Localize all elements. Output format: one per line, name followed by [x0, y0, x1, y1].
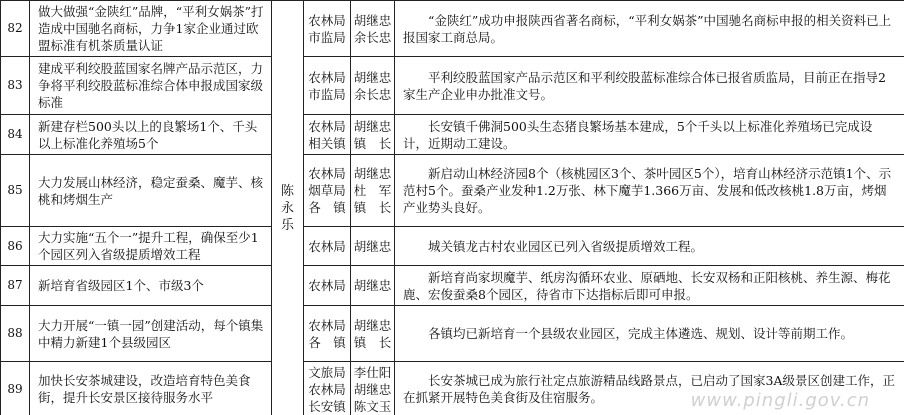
department-cell: [304, 306, 351, 362]
task-cell: 大力发展山林经济，稳定蚕桑、魔芋、核桃和烤烟生产: [30, 155, 272, 227]
progress-cell: 各镇均已新培育一个县级农业园区，完成主体遴选、规划、设计等前期工作。: [395, 306, 904, 362]
row-number: 88: [1, 306, 30, 362]
responsible-cell: [351, 306, 395, 362]
row-number: 83: [1, 57, 30, 115]
department-name: 农林局: [308, 317, 346, 333]
responsible-person: 余长忠: [353, 29, 392, 45]
department-cell: [304, 155, 351, 227]
table-row: [1, 115, 904, 155]
task-cell: 新建存栏500头以上的良繁场1个、千头以上标准化养殖场5个: [30, 115, 272, 155]
department-name: 相关镇: [308, 135, 346, 151]
department-name: 农林局: [308, 118, 346, 134]
department-name: 农林局: [308, 278, 346, 293]
row-number: 89: [1, 362, 30, 415]
department-name: 市监局: [308, 29, 346, 45]
responsible-person: 镇 长: [353, 200, 392, 215]
task-cell: 建成平利绞股蓝国家名牌产品示范区，力争将平利绞股蓝标准综合体申报成国家级标准: [30, 57, 272, 115]
department-name: 文旅局: [308, 364, 346, 380]
department-name: 农林局: [308, 238, 346, 254]
department-cell: [304, 1, 351, 57]
department-name: 各 镇: [308, 334, 346, 350]
responsible-cell: [351, 155, 395, 227]
progress-cell: “金陕红”成功申报陕西省著名商标，“平利女娲茶”中国驰名商标申报的相关资料已上报国家工商总局。: [395, 1, 904, 57]
responsible-person: 镇 长: [353, 334, 392, 350]
task-cell: 大力开展“一镇一园”创建活动，每个镇集中精力新建1个县级园区: [30, 306, 272, 362]
department-cell: [304, 57, 351, 115]
responsible-person: 胡继忠: [353, 381, 392, 397]
department-name: 农林局: [308, 12, 346, 28]
task-cell: 加快长安茶城建设，改造培育特色美食街，提升长安景区接待服务水平: [30, 362, 272, 415]
responsible-person: 李仕阳: [353, 364, 392, 380]
department-name: 各 镇: [308, 200, 346, 215]
responsible-cell: [351, 227, 395, 266]
department-name: 烟草局: [308, 183, 346, 198]
department-cell: [304, 227, 351, 266]
leader-char: 永: [280, 201, 294, 216]
responsible-person: 余长忠: [353, 86, 392, 102]
responsible-cell: [351, 266, 395, 306]
responsible-cell: [351, 362, 395, 415]
table-row: [1, 155, 904, 227]
row-number: 84: [1, 115, 30, 155]
responsible-person: 陈文玉: [353, 398, 392, 414]
responsible-person: 胡继忠: [353, 317, 392, 333]
table-row: [1, 306, 904, 362]
progress-cell: 长安茶城已成为旅行社定点旅游精品线路景点，已启动了国家3A级景区创建工作，正在抓紧开展特色美食街及住宿服务。: [395, 362, 904, 415]
department-name: 长安镇: [308, 398, 346, 414]
department-name: 市监局: [308, 86, 346, 102]
responsible-person: 镇 长: [353, 135, 392, 151]
leader-char: 陈: [280, 184, 294, 199]
table-row: [1, 266, 904, 306]
department-name: 农林局: [308, 69, 346, 85]
responsible-cell: [351, 1, 395, 57]
row-number: 85: [1, 155, 30, 227]
table-row: [1, 227, 904, 266]
row-number: 86: [1, 227, 30, 266]
responsible-person: 杜 军: [353, 183, 392, 198]
row-number: 87: [1, 266, 30, 306]
progress-cell: 长安镇千佛洞500头生态猪良繁场基本建成，5个千头以上标准化养殖场已完成设计，近期动工建设。: [395, 115, 904, 155]
department-cell: [304, 115, 351, 155]
progress-cell: 城关镇龙古村农业园区已列入省级提质增效工程。: [395, 227, 904, 266]
progress-cell: 新启动山林经济园8个（核桃园区3个、茶叶园区5个），培育山林经济示范镇1个、示范村5个。蚕桑产业发种1.2万张、林下魔芋1.366万亩、发展和低改核桃1.8万亩，烤烟产业势头良好。: [395, 155, 904, 227]
responsible-person: 胡继忠: [353, 278, 392, 293]
department-cell: [304, 362, 351, 415]
progress-cell: 平利绞股蓝国家产品示范区和平利绞股蓝标准综合体已报省质监局，目前正在指导2家生产企业申办批准文号。: [395, 57, 904, 115]
row-number: 82: [1, 1, 30, 57]
department-cell: [304, 266, 351, 306]
responsible-cell: [351, 57, 395, 115]
responsible-person: 胡继忠: [353, 166, 392, 181]
task-cell: 做大做强“金陕红”品牌，“平利女娲茶”打造成中国驰名商标，力争1家企业通过欧盟标准有机茶质量认证: [30, 1, 272, 57]
department-name: 农林局: [308, 381, 346, 397]
responsible-person: 胡继忠: [353, 118, 392, 134]
task-cell: 大力实施“五个一”提升工程，确保至少1个园区列入省级提质增效工程: [30, 227, 272, 266]
progress-cell: 新培育尚家坝魔芋、纸房沟循环农业、原硒地、长安双杨和正阳核桃、养生源、梅花鹿、宏俊蚕桑8个园区，待省市下达指标后即可申报。: [395, 266, 904, 306]
responsible-cell: [351, 115, 395, 155]
table-row: [1, 57, 904, 115]
department-name: 农林局: [308, 166, 346, 181]
responsible-person: 胡继忠: [353, 69, 392, 85]
watermark: www.pingli.gov.cn: [690, 390, 870, 411]
responsible-person: 胡继忠: [353, 238, 392, 254]
task-cell: 新培育省级园区1个、市级3个: [30, 266, 272, 306]
responsible-person: 胡继忠: [353, 12, 392, 28]
leader-char: 乐: [280, 218, 294, 233]
table-row: [1, 1, 904, 57]
leader-cell: [272, 1, 304, 415]
